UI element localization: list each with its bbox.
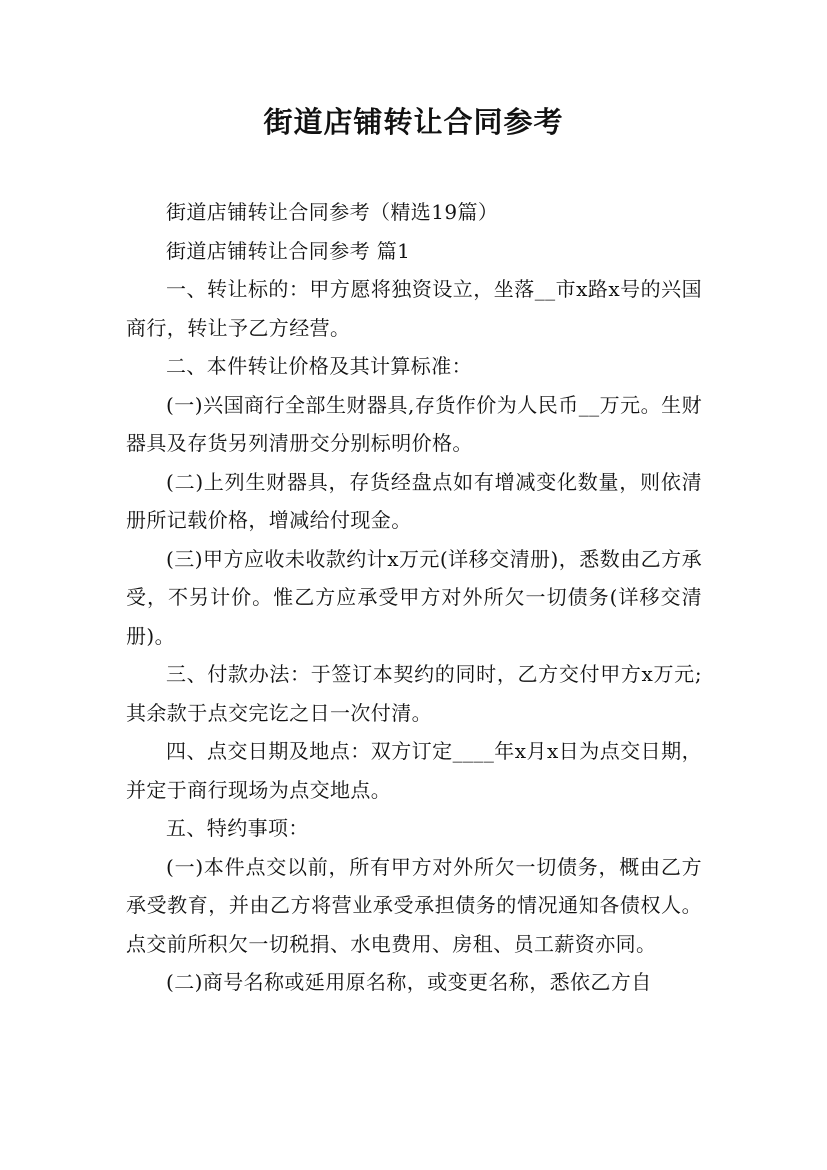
document-body	[126, 193, 702, 1002]
paragraph-clause-5-1: (一)本件点交以前，所有甲方对外所欠一切债务，概由乙方承受教育，并由乙方将营业承受承担债务的情况通知各债权人。点交前所积欠一切税捐、水电费用、房租、员工薪资亦同。	[126, 854, 702, 956]
paragraph-clause-2-3: (三)甲方应收未收款约计x万元(详移交清册)，悉数由乙方承受，不另计价。惟乙方应承受甲方对外所欠一切债务(详移交清册)。	[126, 546, 702, 648]
paragraph-clause-2-2: (二)上列生财器具，存货经盘点如有增减变化数量，则依清册所记载价格，增减给付现金。	[126, 469, 702, 532]
paragraph-clause-2-1: (一)兴国商行全部生财器具,存货作价为人民币__万元。生财器具及存货另列清册交分别标明价格。	[126, 392, 702, 455]
paragraph-clause-2: 二、本件转让价格及其计算标准：	[166, 354, 472, 378]
paragraph-clause-1: 一、转让标的：甲方愿将独资设立，坐落__市x路x号的兴国商行，转让予乙方经营。	[126, 277, 702, 340]
paragraph-clause-5: 五、特约事项：	[166, 816, 309, 840]
paragraph-clause-4: 四、点交日期及地点：双方订定____年x月x日为点交日期，并定于商行现场为点交地点。	[126, 739, 702, 802]
document-title: 街道店铺转让合同参考	[263, 105, 564, 139]
paragraph-clause-3: 三、付款办法：于签订本契约的同时，乙方交付甲方x万元;其余款于点交完讫之日一次付清。	[126, 662, 702, 725]
paragraph-clause-5-2: (二)商号名称或延用原名称，或变更名称，悉依乙方自	[166, 970, 652, 994]
paragraph-section-heading: 街道店铺转让合同参考 篇1	[166, 238, 411, 263]
paragraph-subtitle: 街道店铺转让合同参考（精选19篇）	[166, 200, 499, 224]
